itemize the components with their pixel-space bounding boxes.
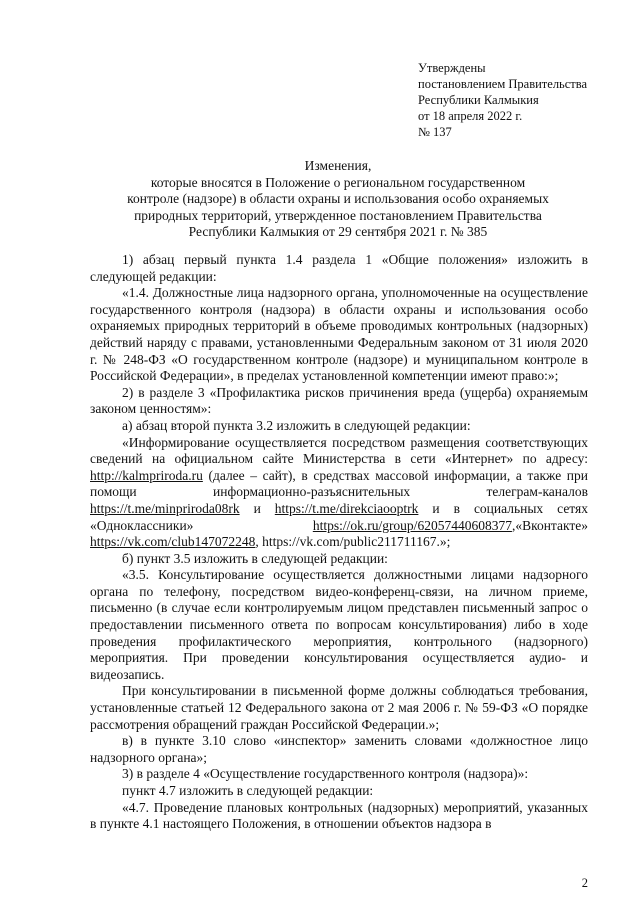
text-span: и — [239, 500, 275, 516]
approval-date: от 18 апреля 2022 г. — [418, 109, 523, 123]
link-telegram-direkcia[interactable]: https://t.me/direkciaooptrk — [274, 500, 419, 516]
approval-line: Республики Калмыкия — [418, 93, 539, 107]
paragraph: «3.5. Консультирование осуществляется должностными лицами надзорного органа по телефону, посредством видео-конференц-связи, на личном приеме, письменно (в случае если контролируемым лицом представлен письменный запрос о предоставлении письменного ответа по вопросам консультирования) либо в ходе проведения профилактического мероприятия, контрольного (надзорного) мероприятия. При проведении консультирования осуществляется аудио- и видеозапись. — [90, 567, 588, 682]
approval-line: постановлением Правительства — [418, 77, 588, 91]
paragraph: При консультировании в письменной форме должны соблюдаться требования, установленные статьей 12 Федерального закона от 2 мая 2006 г. № 59-ФЗ «О порядке рассмотрения обращений граждан Российской Федерации.»; — [90, 683, 588, 732]
title-line: контроле (надзоре) в области охраны и использования особо охраняемых — [127, 191, 549, 206]
title-line: природных территорий, утвержденное постановлением Правительства — [134, 207, 542, 223]
text-span: и в социальных сетях «Одноклассники» — [90, 500, 588, 533]
paragraph: «1.4. Должностные лица надзорного органа, уполномоченные на осуществление государственного контроля (надзора) в области охраны и использования особо охраняемых природных территорий в объеме проводимых контрольных (надзорных) действий наряду с правами, установленными Федеральным законом от 31 июля 2020 г. № 248-ФЗ «О государственном контроле (надзоре) и муниципальном контроле в Российской Федерации», в пределах установленной компетенции имеют право:»; — [90, 285, 588, 384]
approval-line: Утверждены — [418, 61, 486, 75]
link-odnoklassniki[interactable]: https://ok.ru/group/62057440608377 — [312, 517, 512, 533]
approval-number: № 137 — [418, 125, 452, 139]
paragraph: 1) абзац первый пункта 1.4 раздела 1 «Общие положения» изложить в следующей редакции: — [90, 252, 588, 284]
document-title — [88, 158, 588, 241]
paragraph-with-links — [90, 435, 588, 551]
link-telegram-minpriroda[interactable]: https://t.me/minpriroda08rk — [90, 500, 240, 516]
paragraph: «4.7. Проведение плановых контрольных (надзорных) мероприятий, указанных в пункте 4.1 настоящего Положения, в отношении объектов надзора в — [90, 799, 588, 832]
text-span: , https://vk.com/public211711167.»; — [255, 534, 451, 550]
link-vk-club[interactable]: https://vk.com/club147072248 — [90, 534, 256, 550]
text-span: ,«Вконтакте» — [511, 517, 588, 533]
paragraph: в) в пункте 3.10 слово «инспектор» заменить словами «должностное лицо надзорного органа»; — [90, 733, 588, 765]
title-line: Изменения, — [304, 158, 372, 173]
paragraph: а) абзац второй пункта 3.2 изложить в следующей редакции: — [122, 417, 471, 433]
text-span: (далее – сайт), в средствах массовой информации, а также при помощи информационно-разъяснительных телеграм-каналов — [90, 467, 588, 500]
paragraph: пункт 4.7 изложить в следующей редакции: — [122, 783, 374, 798]
paragraph: б) пункт 3.5 изложить в следующей редакции: — [122, 550, 388, 566]
approval-stamp — [418, 60, 587, 140]
title-line: которые вносятся в Положение о региональном государственном — [150, 174, 526, 190]
title-line: Республики Калмыкия от 29 сентября 2021 г. № 385 — [188, 224, 488, 239]
link-kalmpriroda[interactable]: http://kalmpriroda.ru — [90, 467, 203, 483]
paragraph: 3) в разделе 4 «Осуществление государственного контроля (надзора)»: — [122, 766, 529, 782]
text-span: «Информирование осуществляется посредством размещения соответствующих сведений на официальном сайте Министерства в сети «Интернет» по адресу: — [90, 434, 588, 467]
document-body — [90, 252, 588, 833]
page-number: 2 — [581, 876, 588, 890]
paragraph: 2) в разделе 3 «Профилактика рисков причинения вреда (ущерба) охраняемым законом ценностям»: — [90, 384, 588, 417]
